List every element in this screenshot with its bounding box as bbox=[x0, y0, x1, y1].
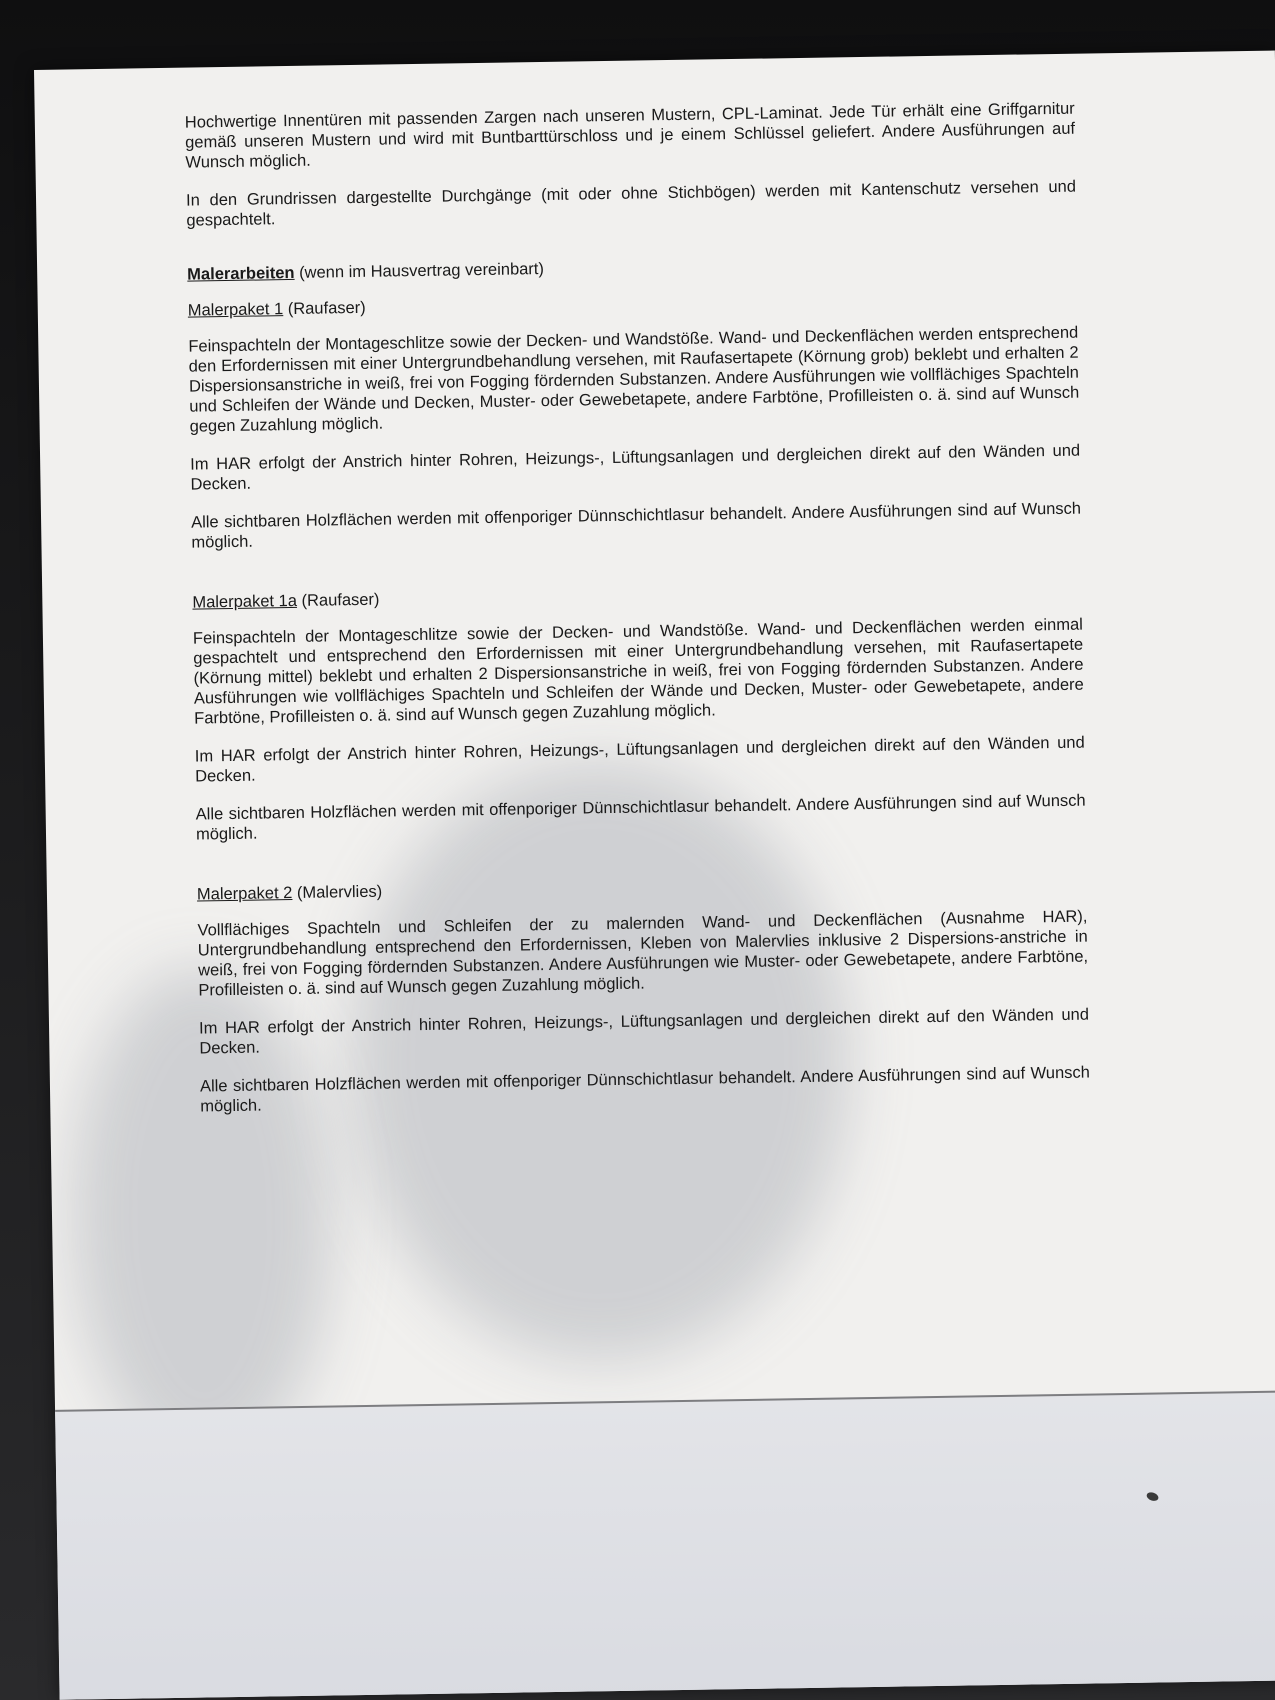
paket2-har-note: Im HAR erfolgt der Anstrich hinter Rohren, Heizungs-, Lüftungsanlagen und dergleichen direkt auf den Wänden und Decken. bbox=[198, 1005, 1090, 1058]
paket1a-har-note: Im HAR erfolgt der Anstrich hinter Rohren, Heizungs-, Lüftungsanlagen und dergleichen direkt auf den Wänden und Decken. bbox=[194, 733, 1085, 786]
paket1a-wood-note: Alle sichtbaren Holzflächen werden mit offenporiger Dünnschichtlasur behandelt. Andere Ausführungen sind auf Wunsch möglich. bbox=[195, 791, 1086, 844]
section-note: (wenn im Hausvertrag vereinbart) bbox=[298, 260, 545, 282]
paket1-title: Malerpaket 1 bbox=[187, 300, 284, 320]
passages-paragraph: In den Grundrissen dargestellte Durchgänge (mit oder ohne Stichbögen) werden mit Kantenschutz versehen und gespachtelt. bbox=[185, 177, 1077, 230]
paket2-description: Vollflächiges Spachteln und Schleifen der zu malernden Wand- und Deckenflächen (Ausnahme HAR), Untergrundbehandlung entsprechend den Erfordernissen, Kleben von Malervlies inklusive 2 Dispersions-anstriche in weiß, frei von Fogging fördernden Substanzen. Andere Ausführungen wie Muster- oder Gewebetapete, andere Farbtöne, Profilleisten o. ä. sind auf Wunsch gegen Zuzahlung möglich. bbox=[197, 907, 1089, 1000]
paket2-title: Malerpaket 2 bbox=[196, 884, 293, 904]
document-page bbox=[34, 51, 1275, 1700]
section-heading bbox=[187, 251, 1077, 285]
paket1a-type: (Raufaser) bbox=[301, 590, 380, 610]
paket2-type: (Malervlies) bbox=[296, 882, 383, 902]
doors-paragraph: Hochwertige Innentüren mit passenden Zargen nach unseren Mustern, CPL-Laminat. Jede Tür erhält eine Griffgarnitur gemäß unseren Mustern und wird mit Buntbarttürschloss und je einem Schlüssel geliefert. Andere Ausführungen auf Wunsch möglich. bbox=[184, 99, 1076, 172]
paket1a-title: Malerpaket 1a bbox=[192, 591, 298, 612]
page-bottom-margin bbox=[55, 1390, 1275, 1699]
paket1-heading bbox=[188, 287, 1078, 321]
paket1-type: (Raufaser) bbox=[287, 298, 366, 319]
paket2-wood-note: Alle sichtbaren Holzflächen werden mit offenporiger Dünnschichtlasur behandelt. Andere Ausführungen sind auf Wunsch möglich. bbox=[199, 1063, 1091, 1116]
paket1-description: Feinspachteln der Montageschlitze sowie der Decken- und Wandstöße. Wand- und Deckenflächen werden entsprechend den Erfordernissen mit einer Untergrundbehandlung versehen, mit Raufasertapete (Körnung grob) beklebt und erhalten 2 Dispersionsanstriche in weiß, frei von Fogging fördernden Substanzen. Andere Ausführungen wie vollflächiges Spachteln und Schleifen der Wände und Decken, Muster- oder Gewebetapete, andere Farbtöne, Profilleisten o. ä. sind auf Wunsch gegen Zuzahlung möglich. bbox=[188, 323, 1080, 436]
paket1-har-note: Im HAR erfolgt der Anstrich hinter Rohren, Heizungs-, Lüftungsanlagen und dergleichen direkt auf den Wänden und Decken. bbox=[190, 441, 1081, 494]
paket1-wood-note: Alle sichtbaren Holzflächen werden mit offenporiger Dünnschichtlasur behandelt. Andere Ausführungen sind auf Wunsch möglich. bbox=[190, 499, 1082, 552]
section-title: Malerarbeiten bbox=[187, 263, 295, 284]
paket1a-description: Feinspachteln der Montageschlitze sowie der Decken- und Wandstöße. Wand- und Deckenflächen werden einmal gespachtelt und entsprechend den Erfordernissen mit einer Untergrundbehandlung versehen, mit Raufasertapete (Körnung mittel) beklebt und erhalten 2 Dispersionsanstriche in weiß, frei von Fogging fördernden Substanzen. Andere Ausführungen wie vollflächiges Spachteln und Schleifen der Wände und Decken, Muster- oder Gewebetapete, andere Farbtöne, Profilleisten o. ä. sind auf Wunsch gegen Zuzahlung möglich. bbox=[192, 615, 1084, 728]
document-body bbox=[185, 99, 1091, 1135]
